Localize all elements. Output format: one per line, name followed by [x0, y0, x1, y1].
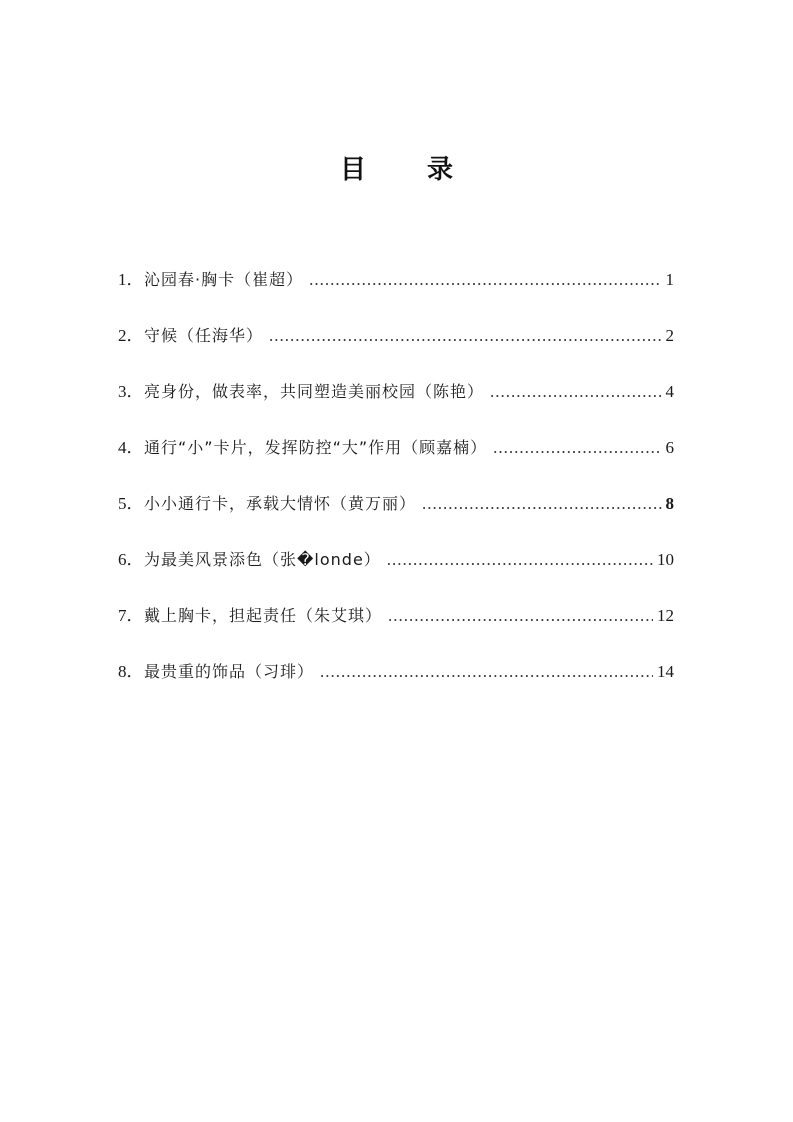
toc-entry-number: 6．	[118, 550, 144, 569]
toc-entry-2[interactable]	[118, 322, 674, 378]
toc-entry-number: 2．	[118, 326, 144, 345]
toc-entry-page: 10	[657, 550, 674, 569]
toc-dot-leader	[309, 266, 661, 294]
toc-entry-number: 5．	[118, 494, 144, 513]
toc-entry-title: 沁园春·胸卡（崔超）	[144, 270, 304, 289]
toc-title: 目 录	[339, 155, 480, 185]
toc-dot-leader	[320, 658, 653, 686]
toc-dot-leader	[388, 602, 653, 630]
toc-dot-leader	[387, 546, 653, 574]
toc-entry-page: 8	[665, 494, 674, 513]
toc-entry-number: 3．	[118, 382, 144, 401]
toc-list	[118, 266, 674, 714]
toc-entry-4[interactable]	[118, 434, 674, 490]
toc-dot-leader	[490, 378, 661, 406]
toc-entry-title: 通行“小”卡片，发挥防控“大”作用（顾嘉楠）	[144, 438, 488, 457]
toc-entry-number: 8．	[118, 662, 144, 681]
toc-entry-title: 守候（任海华）	[144, 326, 264, 345]
toc-entry-title: 最贵重的饰品（习琲）	[144, 662, 315, 681]
toc-entry-1[interactable]	[118, 266, 674, 322]
toc-entry-3[interactable]	[118, 378, 674, 434]
toc-entry-number: 4．	[118, 438, 144, 457]
toc-entry-number: 1．	[118, 270, 144, 289]
toc-entry-title: 为最美风景添色（张�londe）	[144, 550, 381, 569]
toc-entry-title: 亮身份，做表率，共同塑造美丽校园（陈艳）	[144, 382, 485, 401]
toc-entry-page: 6	[665, 438, 674, 457]
toc-entry-8[interactable]	[118, 658, 674, 714]
toc-entry-page: 14	[657, 662, 674, 681]
toc-dot-leader	[422, 490, 661, 518]
toc-entry-page: 1	[665, 270, 674, 289]
toc-entry-page: 12	[657, 606, 674, 625]
toc-entry-title: 小小通行卡，承载大情怀（黄万丽）	[144, 494, 417, 513]
toc-entry-page: 4	[665, 382, 674, 401]
toc-entry-title: 戴上胸卡，担起责任（朱艾琪）	[144, 606, 383, 625]
toc-entry-page: 2	[665, 326, 674, 345]
toc-entry-6[interactable]	[118, 546, 674, 602]
toc-entry-5[interactable]	[118, 490, 674, 546]
toc-entry-number: 7．	[118, 606, 144, 625]
toc-dot-leader	[269, 322, 661, 350]
toc-entry-7[interactable]	[118, 602, 674, 658]
toc-dot-leader	[493, 434, 661, 462]
